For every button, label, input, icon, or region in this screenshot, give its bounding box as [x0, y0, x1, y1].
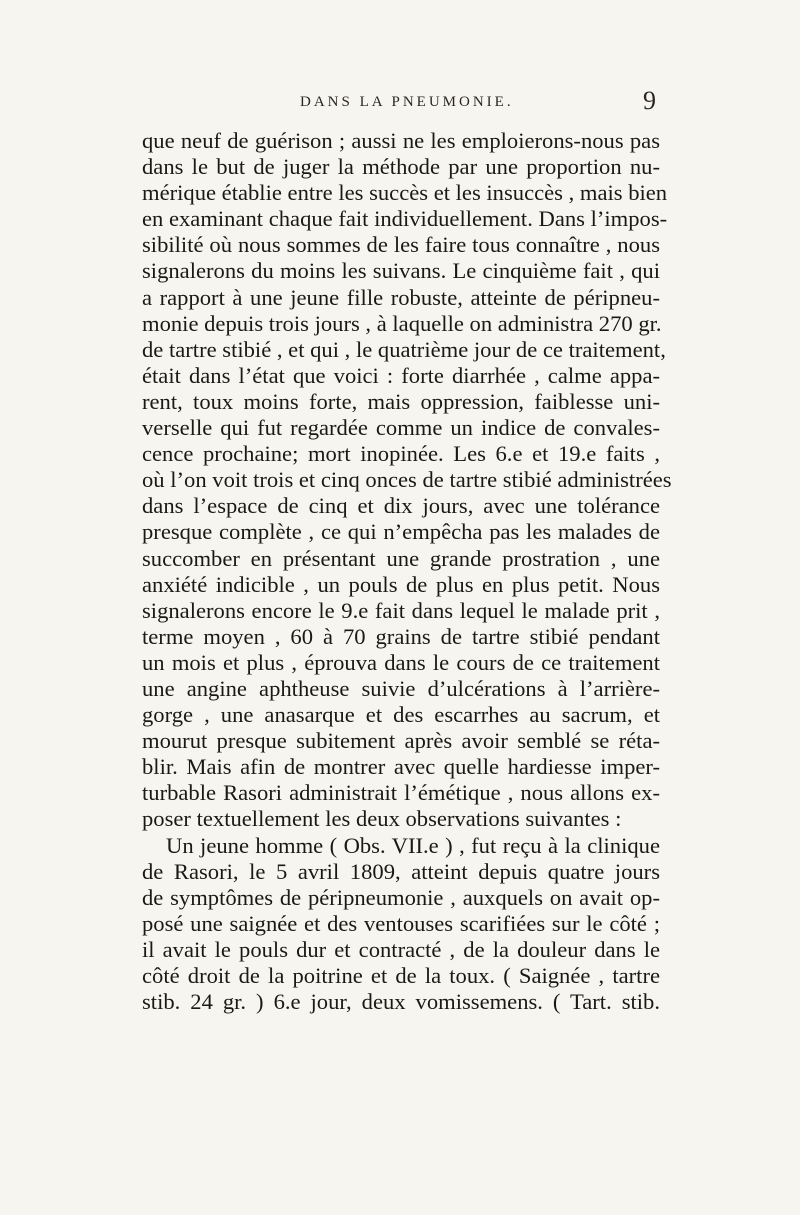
text-line: a rapport à une jeune fille robuste, atteinte de péripneu-: [142, 284, 660, 310]
text-line: sibilité où nous sommes de les faire tous connaître , nous: [142, 232, 660, 258]
text-line: côté droit de la poitrine et de la toux. ( Saignée , tartre: [142, 963, 660, 988]
text-line: était dans l’état que voici : forte diarrhée , calme appa-: [142, 362, 660, 388]
text-line: de Rasori, le 5 avril 1809, atteint depuis quatre jours: [142, 858, 660, 884]
running-title: DANS LA PNEUMONIE.: [300, 94, 514, 110]
text-line: en examinant chaque fait individuellement. Dans l’impos-: [142, 206, 668, 232]
text-line: où l’on voit trois et cinq onces de tartre stibié administrées: [142, 467, 672, 493]
text-line: posé une saignée et des ventouses scarifiées sur le côté ;: [142, 910, 660, 936]
text-line: verselle qui fut regardée comme un indice de convales-: [142, 415, 660, 441]
body-text: [142, 128, 672, 1015]
text-line: que neuf de guérison ; aussi ne les emploierons-nous pas: [142, 128, 660, 153]
text-line: poser textuellement les deux observations suivantes :: [142, 806, 622, 832]
text-line: succomber en présentant une grande prostration , une: [142, 545, 660, 571]
text-line: anxiété indicible , un pouls de plus en plus petit. Nous: [142, 571, 660, 597]
text-line: presque complète , ce qui n’empêcha pas les malades de: [142, 519, 660, 545]
text-line: une angine aphtheuse suivie d’ulcérations à l’arrière-: [142, 675, 660, 701]
text-line: de symptômes de péripneumonie , auxquels on avait op-: [142, 884, 660, 910]
text-line: gorge , une anasarque et des escarrhes au sacrum, et: [142, 702, 660, 728]
text-line: stib. 24 gr. ) 6.e jour, deux vomissemens. ( Tart. stib.: [142, 989, 660, 1015]
text-line: il avait le pouls dur et contracté , de la douleur dans le: [142, 936, 660, 962]
text-line: monie depuis trois jours , à laquelle on administra 270 gr.: [142, 310, 662, 336]
text-line: turbable Rasori administrait l’émétique , nous allons ex-: [142, 780, 660, 806]
text-line: terme moyen , 60 à 70 grains de tartre stibié pendant: [142, 623, 660, 649]
text-line: dans le but de juger la méthode par une proportion nu-: [142, 154, 660, 180]
text-line: mourut presque subitement après avoir semblé se réta-: [142, 728, 660, 754]
text-line: Un jeune homme ( Obs. VII.e ) , fut reçu à la clinique: [166, 832, 660, 858]
text-line: rent, toux moins forte, mais oppression, faiblesse uni-: [142, 388, 660, 414]
text-line: signalerons encore le 9.e fait dans lequel le malade prit ,: [142, 597, 660, 623]
text-line: signalerons du moins les suivans. Le cinquième fait , qui: [142, 258, 660, 284]
text-line: blir. Mais afin de montrer avec quelle hardiesse imper-: [142, 754, 660, 780]
page-header: [140, 86, 660, 120]
text-line: mérique établie entre les succès et les insuccès , mais bien: [142, 180, 668, 206]
text-line: cence prochaine; mort inopinée. Les 6.e et 19.e faits ,: [142, 441, 660, 467]
text-line: de tartre stibié , et qui , le quatrième jour de ce traitement,: [142, 336, 666, 362]
text-line: dans l’espace de cinq et dix jours, avec une tolérance: [142, 493, 660, 519]
page-number: 9: [643, 86, 656, 115]
text-line: un mois et plus , éprouva dans le cours de ce traitement: [142, 649, 660, 675]
